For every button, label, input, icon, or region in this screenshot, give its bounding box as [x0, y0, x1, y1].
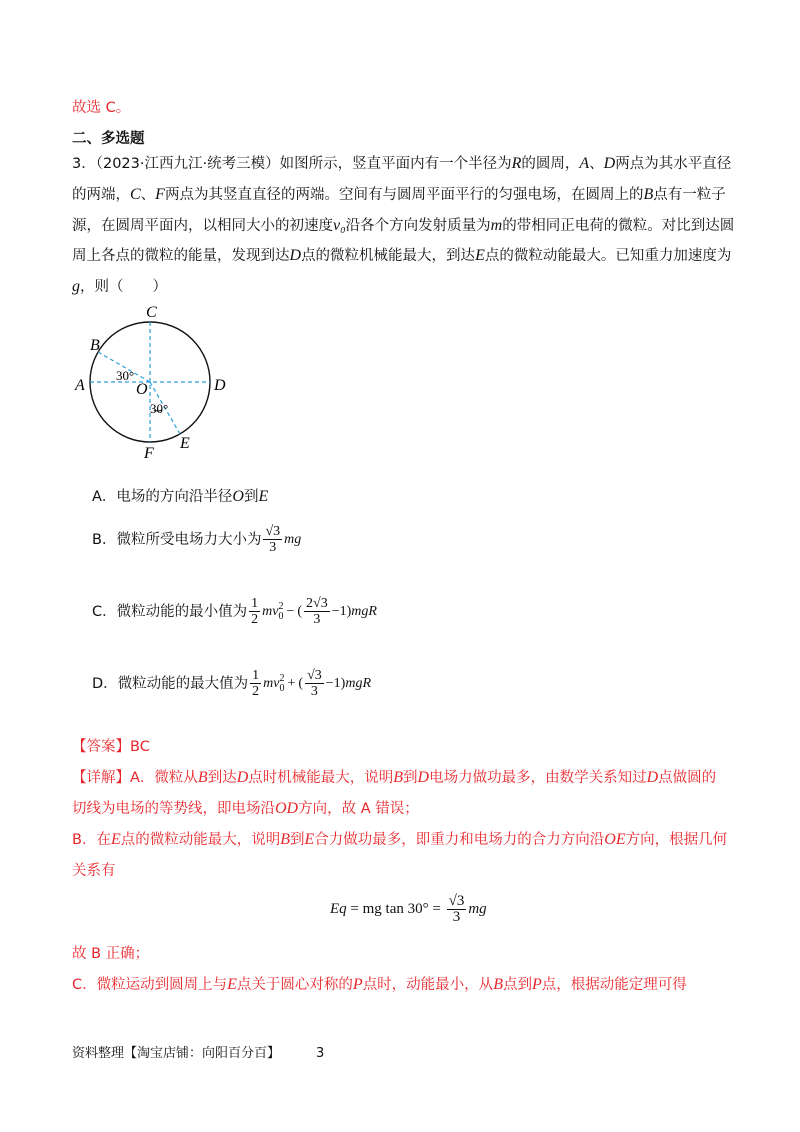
label-B: B — [90, 337, 100, 354]
footer-text: 资料整理【淘宝店铺：向阳百分百】 — [72, 1046, 281, 1061]
footer — [72, 1042, 324, 1061]
section-title: 二、多选题 — [72, 131, 145, 147]
fraction-sqrt3-over-3: $\frac{√3}{3}$ — [265, 524, 281, 555]
label-C: C — [146, 304, 157, 321]
question-line-3: 源，在圆周平面内，以相同大小的初速度v₀沿各个方向发射质量为m的带相同正电荷的微粒。对比到达圆 — [72, 217, 735, 234]
explanation-line-1: 【详解】A．微粒从B到达D点时机械能最大，说明B到D电场力做功最多，由数学关系知过D点做圆的 — [72, 769, 717, 786]
label-D: D — [214, 377, 226, 394]
question-source: （2023·江西九江·统考三模） — [95, 156, 280, 172]
option-D: D．微粒动能的最大值为 $\frac{1}{2}$ mv 2 0 + ( $\frac{√3}{3}$ −1) mgR — [92, 668, 371, 699]
previous-conclusion: 故选 C。 — [72, 100, 131, 116]
explanation-line-5: 故 B 正确； — [72, 946, 150, 962]
question-line-5: g，则（ ） — [72, 278, 167, 295]
answer-label: 【答案】BC — [72, 739, 150, 755]
circle-figure — [70, 300, 240, 465]
angle-label-FOE: 30° — [150, 401, 169, 416]
equation-Eq: Eq = mg tan 30° = $\frac{√3}{3}$ mg — [330, 893, 487, 925]
label-A: A — [75, 377, 85, 394]
label-E: E — [180, 435, 190, 452]
angle-label-AOB: 30° — [116, 368, 135, 383]
option-A: A．电场的方向沿半径O到E — [92, 488, 269, 505]
explanation-line-6: C．微粒运动到圆周上与E点关于圆心对称的P点时，动能最小，从B点到P点，根据动能定理可得 — [72, 976, 687, 993]
option-C: C．微粒动能的最小值为 $\frac{1}{2}$ mv 2 0 − ( $\frac{2√3}{3}$ −1) mgR — [92, 596, 377, 627]
explanation-line-2: 切线为电场的等势线，即电场沿OD方向，故 A 错误； — [72, 800, 419, 817]
explanation-line-4: 关系有 — [72, 863, 116, 879]
question-line-1: 3．（2023·江西九江·统考三模）如图所示，竖直平面内有一个半径为R的圆周，A、D两点为其水平直径 — [72, 155, 732, 172]
label-O: O — [136, 381, 148, 398]
page-number: 3 — [316, 1046, 325, 1061]
option-B: B．微粒所受电场力大小为 $\frac{√3}{3}$ mg — [92, 524, 302, 555]
question-number: 3． — [72, 156, 96, 172]
label-F: F — [144, 445, 154, 462]
question-line-2: 的两端，C、F两点为其竖直直径的两端。空间有与圆周平面平行的匀强电场，在圆周上的B点有一粒子 — [72, 186, 726, 203]
explanation-line-3: B．在E点的微粒动能最大，说明B到E合力做功最多，即重力和电场力的合力方向沿OE方向，根据几何 — [72, 831, 728, 848]
question-line-4: 周上各点的微粒的能量，发现到达D点的微粒机械能最大，到达E点的微粒动能最大。已知重力加速度为 — [72, 247, 732, 264]
